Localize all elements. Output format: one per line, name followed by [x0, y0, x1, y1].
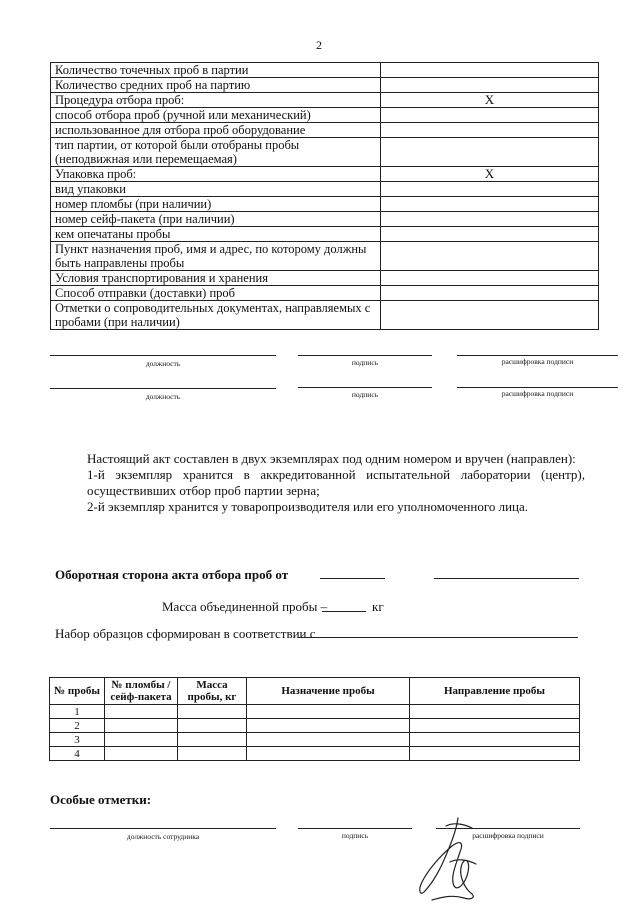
info-row-label: Количество точечных проб в партии — [51, 63, 381, 78]
act-line-2: 1-й экземпляр хранится в аккредитованной испытательной лаборатории (центр), — [87, 467, 585, 482]
mass-unit: кг — [372, 599, 384, 614]
info-row-label: Пункт назначения проб, имя и адрес, по которому должны быть направлены пробы — [51, 242, 381, 271]
info-row — [51, 93, 599, 108]
sample-cell[interactable] — [410, 747, 580, 761]
signature-line-1[interactable] — [298, 355, 432, 356]
reverse-field-2[interactable] — [434, 578, 579, 579]
set-label: Набор образцов сформирован в соответствии с — [55, 626, 316, 641]
act-line-4: 2-й экземпляр хранится у товаропроизводителя или его уполномоченного лица. — [87, 499, 529, 514]
info-row-label: Отметки о сопроводительных документах, направляемых с пробами (при наличии) — [51, 301, 381, 330]
info-row-label: кем опечатаны пробы — [51, 227, 381, 242]
sample-row — [50, 747, 580, 761]
decoding-caption-1: расшифровка подписи — [501, 357, 574, 366]
sample-cell[interactable] — [105, 733, 178, 747]
position-line-1[interactable] — [50, 355, 276, 356]
sample-cell[interactable] — [105, 705, 178, 719]
reverse-field-1[interactable] — [320, 578, 385, 579]
info-row-label: номер пломбы (при наличии) — [51, 197, 381, 212]
sample-cell[interactable] — [105, 747, 178, 761]
sample-row — [50, 733, 580, 747]
header-seal-no: № пломбы / сейф-пакета — [105, 678, 178, 705]
sample-cell[interactable] — [247, 733, 410, 747]
info-row-value[interactable] — [381, 138, 599, 167]
info-row-value[interactable] — [381, 227, 599, 242]
reverse-title: Оборотная сторона акта отбора проб от — [55, 567, 289, 582]
sample-cell[interactable] — [178, 733, 247, 747]
mass-label: Масса объединенной пробы – — [162, 599, 328, 614]
header-sample-no: № пробы — [50, 678, 105, 705]
info-row-label: вид упаковки — [51, 182, 381, 197]
position-line-3[interactable] — [50, 828, 276, 829]
mass-input[interactable] — [322, 611, 366, 612]
info-row — [51, 167, 599, 182]
info-row-value[interactable] — [381, 63, 599, 78]
info-row-value[interactable]: X — [381, 167, 599, 182]
info-row-value[interactable]: X — [381, 93, 599, 108]
info-row-value[interactable] — [381, 123, 599, 138]
info-row-label: использованное для отбора проб оборудование — [51, 123, 381, 138]
info-row — [51, 138, 599, 167]
info-row-label: тип партии, от которой были отобраны пробы (неподвижная или перемещаемая) — [51, 138, 381, 167]
act-line-1: Настоящий акт составлен в двух экземплярах под одним номером и вручен (направлен): — [87, 451, 576, 466]
info-row-value[interactable] — [381, 301, 599, 330]
sample-cell[interactable] — [178, 747, 247, 761]
info-row — [51, 212, 599, 227]
decoding-line-2[interactable] — [457, 387, 618, 388]
sample-row — [50, 705, 580, 719]
sample-cell[interactable] — [410, 719, 580, 733]
position-caption-3: должность сотрудника — [126, 832, 200, 841]
sample-number: 4 — [50, 747, 105, 761]
position-caption-2: должность — [145, 392, 181, 401]
info-row — [51, 123, 599, 138]
info-row-value[interactable] — [381, 286, 599, 301]
info-row — [51, 78, 599, 93]
info-row — [51, 182, 599, 197]
sample-cell[interactable] — [247, 705, 410, 719]
sampling-info-table — [50, 62, 599, 330]
info-row — [51, 286, 599, 301]
info-row-label: Количество средних проб на партию — [51, 78, 381, 93]
header-direction: Направление пробы — [410, 678, 580, 705]
signature-caption-2: подпись — [351, 390, 379, 399]
signature-line-3[interactable] — [298, 828, 412, 829]
sample-cell[interactable] — [178, 719, 247, 733]
sample-cell[interactable] — [247, 719, 410, 733]
samples-table — [49, 677, 580, 761]
header-purpose: Назначение пробы — [247, 678, 410, 705]
sample-cell[interactable] — [410, 705, 580, 719]
info-row — [51, 227, 599, 242]
signature-caption-3: подпись — [341, 831, 369, 840]
sample-cell[interactable] — [178, 705, 247, 719]
info-row-label: Условия транспортирования и хранения — [51, 271, 381, 286]
info-row-label: Упаковка проб: — [51, 167, 381, 182]
info-row-value[interactable] — [381, 78, 599, 93]
decoding-caption-3: расшифровка подписи — [472, 831, 544, 840]
header-mass: Масса пробы, кг — [178, 678, 247, 705]
info-row — [51, 242, 599, 271]
info-row-label: Способ отправки (доставки) проб — [51, 286, 381, 301]
signature-caption-1: подпись — [351, 358, 379, 367]
act-line-3: осуществивших отбор проб партии зерна; — [87, 483, 320, 498]
info-row-value[interactable] — [381, 212, 599, 227]
sample-number: 1 — [50, 705, 105, 719]
info-row — [51, 108, 599, 123]
sample-number: 3 — [50, 733, 105, 747]
sample-cell[interactable] — [247, 747, 410, 761]
sample-row — [50, 719, 580, 733]
position-line-2[interactable] — [50, 388, 276, 389]
decoding-line-1[interactable] — [457, 355, 618, 356]
set-input[interactable] — [298, 637, 578, 638]
info-row-value[interactable] — [381, 182, 599, 197]
handwritten-signature — [410, 812, 490, 904]
info-row-value[interactable] — [381, 271, 599, 286]
info-row — [51, 63, 599, 78]
info-row — [51, 301, 599, 330]
position-caption-1: должность — [145, 359, 181, 368]
info-row — [51, 197, 599, 212]
sample-number: 2 — [50, 719, 105, 733]
info-row — [51, 271, 599, 286]
info-row-label: Процедура отбора проб: — [51, 93, 381, 108]
info-row-value[interactable] — [381, 242, 599, 271]
page-number: 2 — [316, 38, 322, 52]
info-row-value[interactable] — [381, 108, 599, 123]
info-row-label: номер сейф-пакета (при наличии) — [51, 212, 381, 227]
sample-cell[interactable] — [410, 733, 580, 747]
sample-cell[interactable] — [105, 719, 178, 733]
info-row-label: способ отбора проб (ручной или механический) — [51, 108, 381, 123]
decoding-caption-2: расшифровка подписи — [501, 389, 574, 398]
special-notes-label: Особые отметки: — [50, 792, 152, 807]
signature-line-2[interactable] — [298, 387, 432, 388]
info-row-value[interactable] — [381, 197, 599, 212]
